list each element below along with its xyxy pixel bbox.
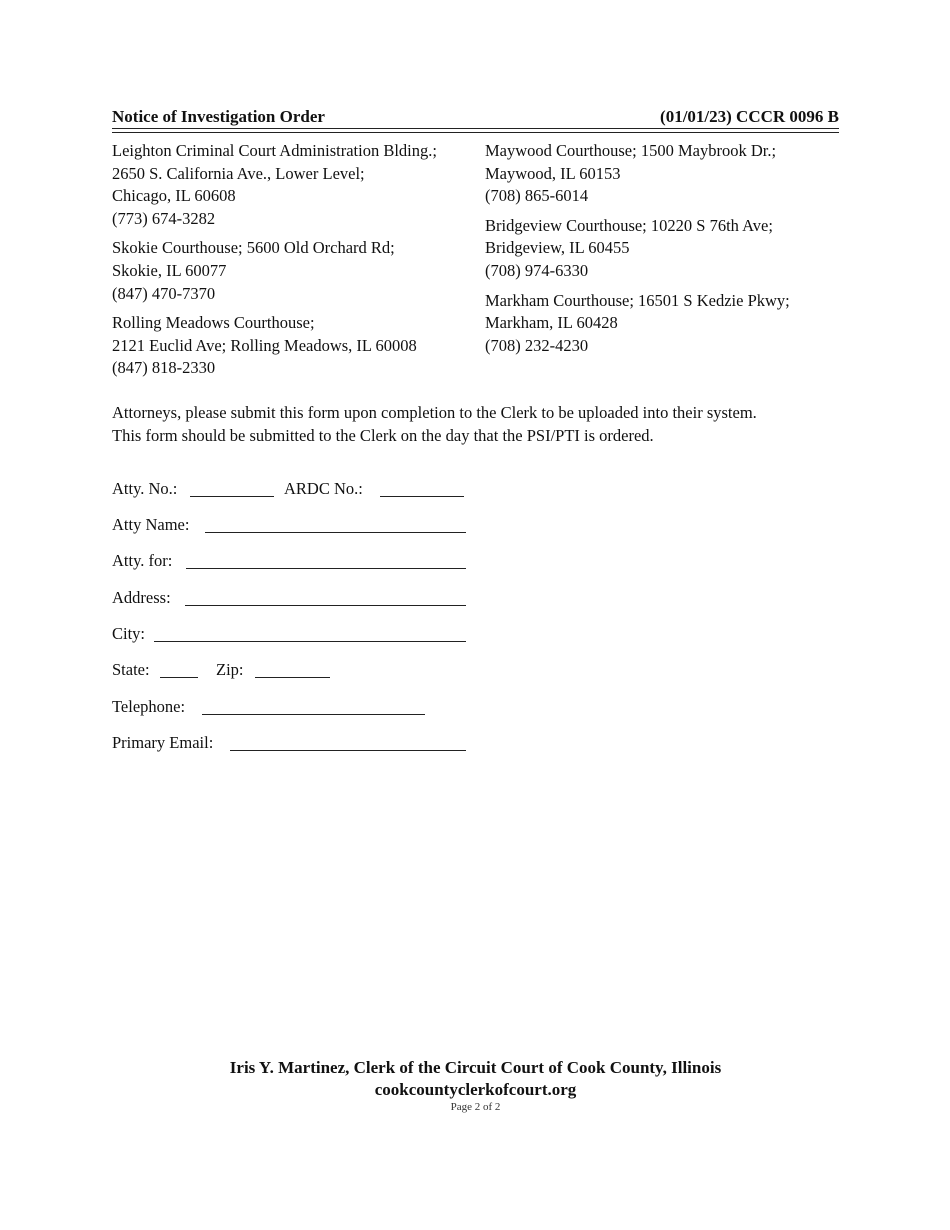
page-footer: [112, 1056, 839, 1113]
courthouse-addresses-right: [485, 140, 845, 364]
address-phone: (708) 865-6014: [485, 186, 589, 206]
address-phone: (708) 232-4230: [485, 335, 589, 355]
atty-name-row: [112, 513, 472, 537]
address-field[interactable]: [185, 605, 466, 606]
address-phone: (847) 470-7370: [112, 283, 216, 303]
address-phone: (847) 818-2330: [112, 358, 216, 378]
address-line: Maywood, IL 60153: [485, 163, 621, 183]
email-row: [112, 731, 472, 755]
address-label: Address:: [112, 588, 171, 607]
courthouse-address: [485, 290, 845, 358]
atty-for-field[interactable]: [186, 568, 466, 569]
telephone-label: Telephone:: [112, 697, 186, 716]
state-zip-row: [112, 658, 472, 682]
instructions-line: This form should be submitted to the Clerk on the day that the PSI/PTI is ordered.: [112, 425, 654, 445]
instructions: [112, 402, 839, 447]
address-line: Leighton Criminal Court Administration Blding.;: [112, 141, 437, 160]
form-code: (01/01/23) CCCR 0096 B: [660, 107, 839, 126]
form-header: [112, 106, 839, 128]
header-rule-bottom: [112, 132, 839, 133]
address-phone: (773) 674-3282: [112, 208, 216, 228]
address-line: Markham Courthouse; 16501 S Kedzie Pkwy;: [485, 290, 790, 310]
zip-field[interactable]: [255, 677, 330, 678]
clerk-name: Iris Y. Martinez, Clerk of the Circuit Court of Cook County, Illinois: [229, 1058, 722, 1077]
atty-name-label: Atty Name:: [112, 515, 190, 534]
courthouse-address: [112, 312, 472, 380]
address-line: 2650 S. California Ave., Lower Level;: [112, 163, 365, 183]
atty-number-row: [112, 477, 472, 501]
courthouse-address: [485, 215, 845, 283]
zip-label: Zip:: [216, 660, 244, 679]
ardc-no-label: ARDC No.:: [284, 479, 363, 498]
address-line: Skokie Courthouse; 5600 Old Orchard Rd;: [112, 238, 395, 258]
atty-no-field[interactable]: [190, 496, 274, 497]
atty-no-label: Atty. No.:: [112, 479, 178, 498]
address-row: [112, 586, 472, 610]
header-rule-top: [112, 128, 839, 129]
city-label: City:: [112, 624, 146, 643]
atty-name-field[interactable]: [205, 532, 466, 533]
address-line: Bridgeview Courthouse; 10220 S 76th Ave;: [485, 215, 773, 235]
state-label: State:: [112, 660, 150, 679]
address-line: Markham, IL 60428: [485, 313, 618, 333]
address-line: Maywood Courthouse; 1500 Maybrook Dr.;: [485, 141, 777, 160]
courthouse-addresses-left: [112, 140, 472, 387]
telephone-row: [112, 695, 472, 719]
document-page: [112, 0, 839, 1230]
address-line: Skokie, IL 60077: [112, 260, 227, 280]
clerk-website: cookcountyclerkofcourt.org: [374, 1080, 577, 1099]
instructions-line: Attorneys, please submit this form upon completion to the Clerk to be uploaded into their system.: [112, 403, 757, 422]
page-number: Page 2 of 2: [450, 1101, 501, 1113]
telephone-field[interactable]: [202, 714, 425, 715]
atty-for-row: [112, 549, 472, 573]
address-phone: (708) 974-6330: [485, 260, 589, 280]
form-title: Notice of Investigation Order: [112, 107, 325, 126]
email-field[interactable]: [230, 750, 466, 751]
city-row: [112, 622, 472, 646]
address-line: Chicago, IL 60608: [112, 186, 236, 206]
email-label: Primary Email:: [112, 733, 214, 752]
atty-for-label: Atty. for:: [112, 551, 173, 570]
address-line: 2121 Euclid Ave; Rolling Meadows, IL 60008: [112, 335, 417, 355]
address-line: Bridgeview, IL 60455: [485, 238, 630, 258]
courthouse-address: [112, 140, 472, 230]
ardc-no-field[interactable]: [380, 496, 464, 497]
city-field[interactable]: [154, 641, 466, 642]
courthouse-address: [485, 140, 845, 208]
state-field[interactable]: [160, 677, 198, 678]
courthouse-address: [112, 237, 472, 305]
address-line: Rolling Meadows Courthouse;: [112, 313, 315, 333]
